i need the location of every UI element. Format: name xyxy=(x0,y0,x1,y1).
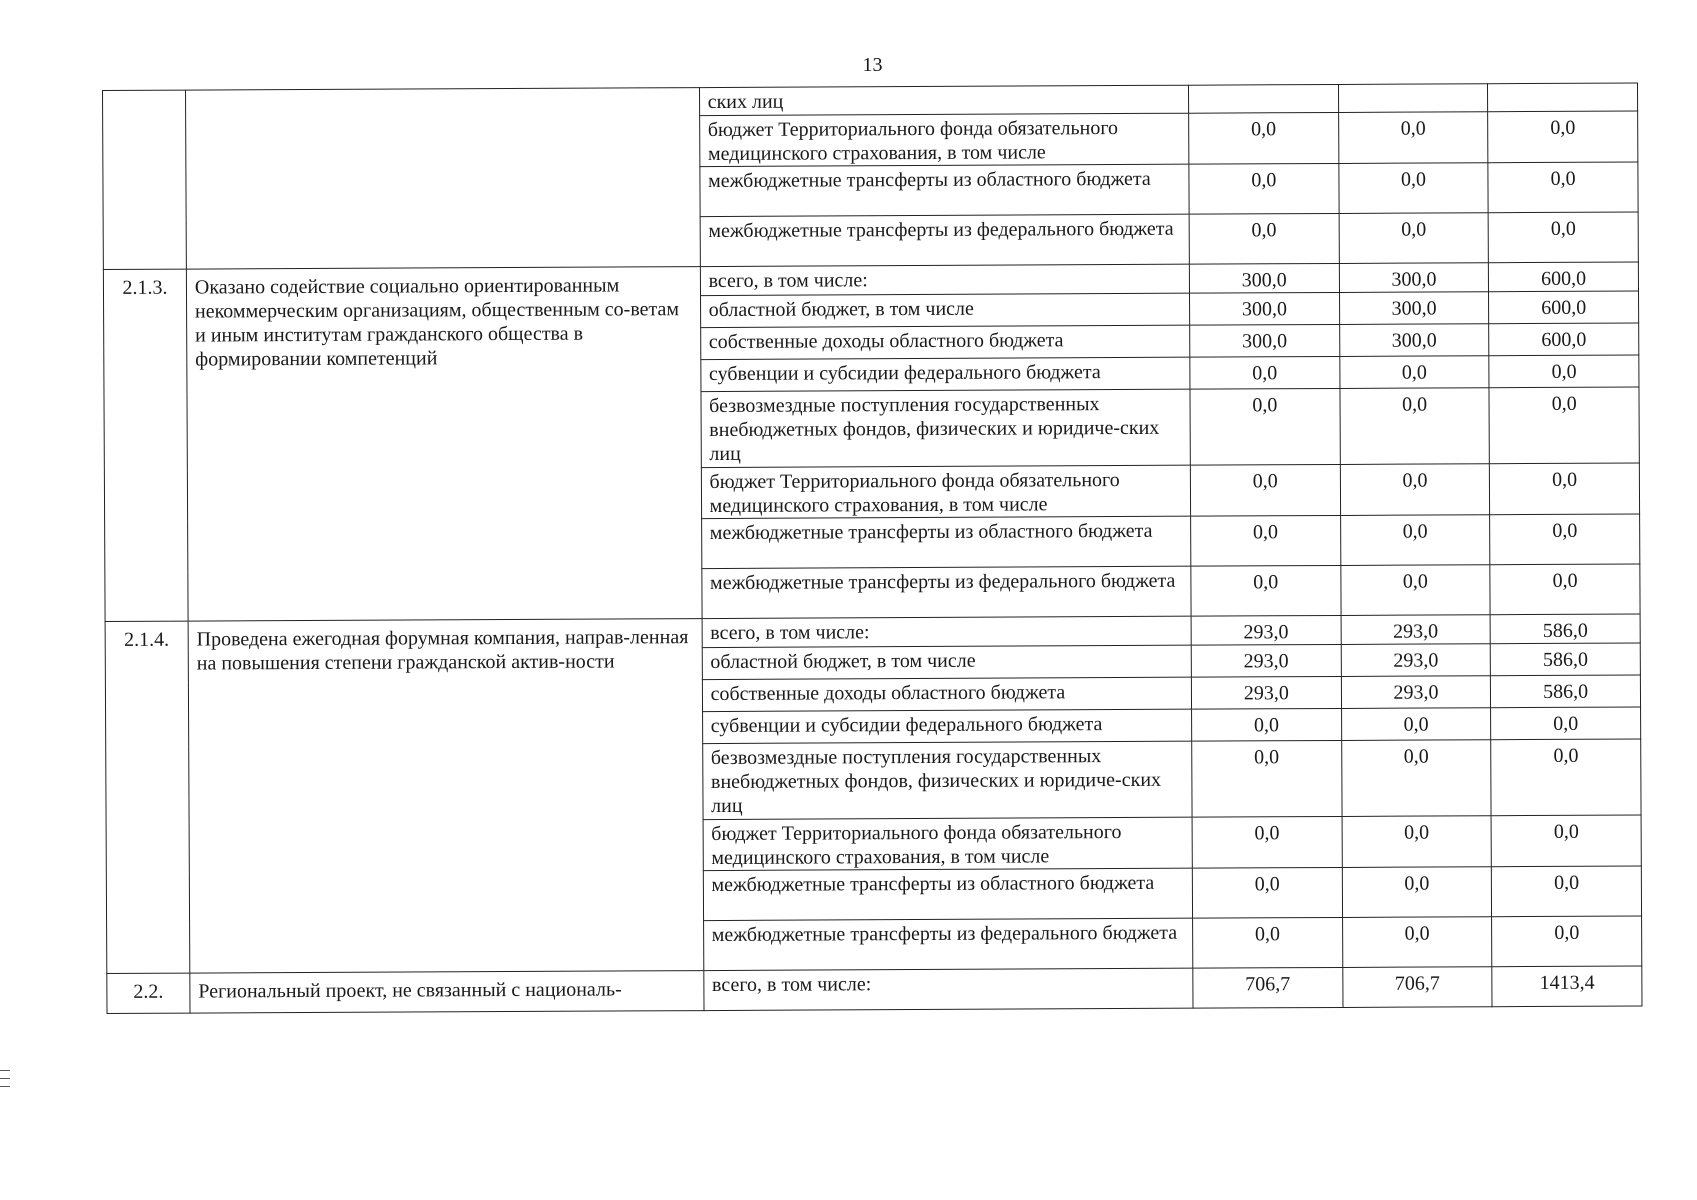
amount-year-3: 600,0 xyxy=(1489,291,1639,324)
amount-year-2: 293,0 xyxy=(1341,676,1491,709)
amount-year-1: 293,0 xyxy=(1191,615,1341,645)
margin-mark xyxy=(0,1070,10,1071)
amount-year-3: 0,0 xyxy=(1492,866,1642,917)
amount-year-2: 300,0 xyxy=(1339,263,1489,293)
amount-year-3: 0,0 xyxy=(1491,739,1641,816)
amount-year-2: 0,0 xyxy=(1340,388,1490,465)
item-name xyxy=(185,88,700,270)
amount-year-1: 0,0 xyxy=(1193,917,1343,968)
amount-year-1: 0,0 xyxy=(1192,867,1342,918)
amount-year-1: 706,7 xyxy=(1193,967,1343,1008)
amount-year-3: 0,0 xyxy=(1488,162,1638,213)
amount-year-2: 300,0 xyxy=(1339,292,1489,325)
funding-source: межбюджетные трансферты из областного бюджета xyxy=(701,516,1191,568)
amount-year-2: 0,0 xyxy=(1339,213,1489,264)
margin-mark xyxy=(0,1086,10,1087)
amount-year-3: 0,0 xyxy=(1490,564,1640,615)
table-row xyxy=(107,966,1642,1014)
amount-year-2: 0,0 xyxy=(1339,163,1489,214)
funding-source: всего, в том числе: xyxy=(703,968,1193,1010)
funding-source: всего, в том числе: xyxy=(702,616,1192,647)
amount-year-3: 0,0 xyxy=(1488,212,1638,263)
amount-year-1: 300,0 xyxy=(1190,324,1340,357)
amount-year-3: 0,0 xyxy=(1490,463,1640,515)
amount-year-3: 0,0 xyxy=(1491,815,1641,867)
funding-source: безвозмездные поступления государственных внебюджетных фондов, физических и юридиче-ских лиц xyxy=(702,741,1192,819)
funding-source: бюджет Территориального фонда обязательного медицинского страхования, в том числе xyxy=(699,113,1189,166)
amount-year-1: 0,0 xyxy=(1192,816,1342,868)
amount-year-1: 0,0 xyxy=(1190,464,1340,516)
amount-year-3: 1413,4 xyxy=(1492,966,1642,1007)
funding-source: областной бюджет, в том числе xyxy=(702,645,1192,679)
amount-year-1: 0,0 xyxy=(1190,356,1340,389)
amount-year-2: 0,0 xyxy=(1341,708,1491,741)
amount-year-1: 0,0 xyxy=(1192,740,1342,817)
amount-year-3: 586,0 xyxy=(1490,614,1640,644)
amount-year-1: 0,0 xyxy=(1189,213,1339,264)
item-name: Проведена ежегодная форумная компания, направ-ленная на повышения степени гражданской актив-ности xyxy=(188,619,703,974)
amount-year-2: 0,0 xyxy=(1338,112,1488,164)
amount-year-1 xyxy=(1188,84,1338,113)
amount-year-1: 300,0 xyxy=(1189,263,1339,293)
amount-year-2: 0,0 xyxy=(1340,515,1490,566)
amount-year-3: 600,0 xyxy=(1489,262,1639,292)
item-code: 2.2. xyxy=(107,973,190,1013)
margin-mark xyxy=(0,1078,10,1079)
amount-year-1: 0,0 xyxy=(1191,515,1341,566)
amount-year-3: 0,0 xyxy=(1490,514,1640,565)
page-number: 13 xyxy=(862,54,883,76)
amount-year-1: 0,0 xyxy=(1189,112,1339,164)
amount-year-1: 0,0 xyxy=(1189,163,1339,214)
amount-year-3: 600,0 xyxy=(1489,323,1639,356)
item-code xyxy=(103,90,187,269)
funding-source: бюджет Территориального фонда обязательного медицинского страхования, в том числе xyxy=(701,465,1191,518)
amount-year-2 xyxy=(1338,84,1488,113)
amount-year-2: 293,0 xyxy=(1341,615,1491,645)
funding-source: ских лиц xyxy=(699,85,1189,115)
funding-source: безвозмездные поступления государственных внебюджетных фондов, физических и юридиче-ских лиц xyxy=(701,389,1191,467)
amount-year-1: 0,0 xyxy=(1190,388,1340,465)
amount-year-3: 0,0 xyxy=(1489,355,1639,388)
funding-source: собственные доходы областного бюджета xyxy=(702,677,1192,711)
amount-year-1: 0,0 xyxy=(1192,708,1342,741)
funding-source: бюджет Территориального фонда обязательного медицинского страхования, в том числе xyxy=(703,817,1193,870)
amount-year-3: 586,0 xyxy=(1491,675,1641,708)
amount-year-2: 0,0 xyxy=(1340,565,1490,616)
amount-year-1: 0,0 xyxy=(1191,565,1341,616)
funding-source: собственные доходы областного бюджета xyxy=(700,325,1190,359)
amount-year-3: 0,0 xyxy=(1491,707,1641,740)
amount-year-1: 293,0 xyxy=(1191,644,1341,677)
item-name: Региональный проект, не связанный с националь- xyxy=(190,971,704,1014)
funding-source: межбюджетные трансферты из областного бюджета xyxy=(703,868,1193,920)
amount-year-3: 0,0 xyxy=(1489,387,1639,464)
funding-source: межбюджетные трансферты из федерального бюджета xyxy=(700,214,1190,266)
budget-table xyxy=(102,82,1642,1013)
funding-source: областной бюджет, в том числе xyxy=(700,293,1190,327)
funding-source: субвенции и субсидии федерального бюджета xyxy=(702,709,1192,743)
amount-year-2: 293,0 xyxy=(1341,644,1491,677)
amount-year-2: 300,0 xyxy=(1339,324,1489,357)
amount-year-2: 706,7 xyxy=(1342,967,1492,1008)
amount-year-3 xyxy=(1488,83,1638,112)
funding-source: межбюджетные трансферты из областного бюджета xyxy=(699,164,1189,216)
funding-source: субвенции и субсидии федерального бюджета xyxy=(700,357,1190,391)
item-code: 2.1.4. xyxy=(105,621,190,973)
amount-year-2: 0,0 xyxy=(1342,867,1492,918)
amount-year-3: 586,0 xyxy=(1491,643,1641,676)
funding-source: всего, в том числе: xyxy=(700,264,1190,295)
amount-year-1: 293,0 xyxy=(1191,676,1341,709)
item-code: 2.1.3. xyxy=(103,269,188,621)
item-name: Оказано содействие социально ориентированным некоммерческим организациям, общественным со-ветам и иным институтам гражданского общества в формировании компетенций xyxy=(186,267,701,622)
amount-year-3: 0,0 xyxy=(1492,916,1642,967)
funding-source: межбюджетные трансферты из федерального бюджета xyxy=(701,566,1191,618)
amount-year-2: 0,0 xyxy=(1340,464,1490,516)
amount-year-2: 0,0 xyxy=(1341,740,1491,817)
funding-source: межбюджетные трансферты из федерального бюджета xyxy=(703,918,1193,970)
amount-year-3: 0,0 xyxy=(1488,111,1638,163)
amount-year-2: 0,0 xyxy=(1339,356,1489,389)
amount-year-2: 0,0 xyxy=(1342,917,1492,968)
amount-year-2: 0,0 xyxy=(1342,816,1492,868)
amount-year-1: 300,0 xyxy=(1190,292,1340,325)
